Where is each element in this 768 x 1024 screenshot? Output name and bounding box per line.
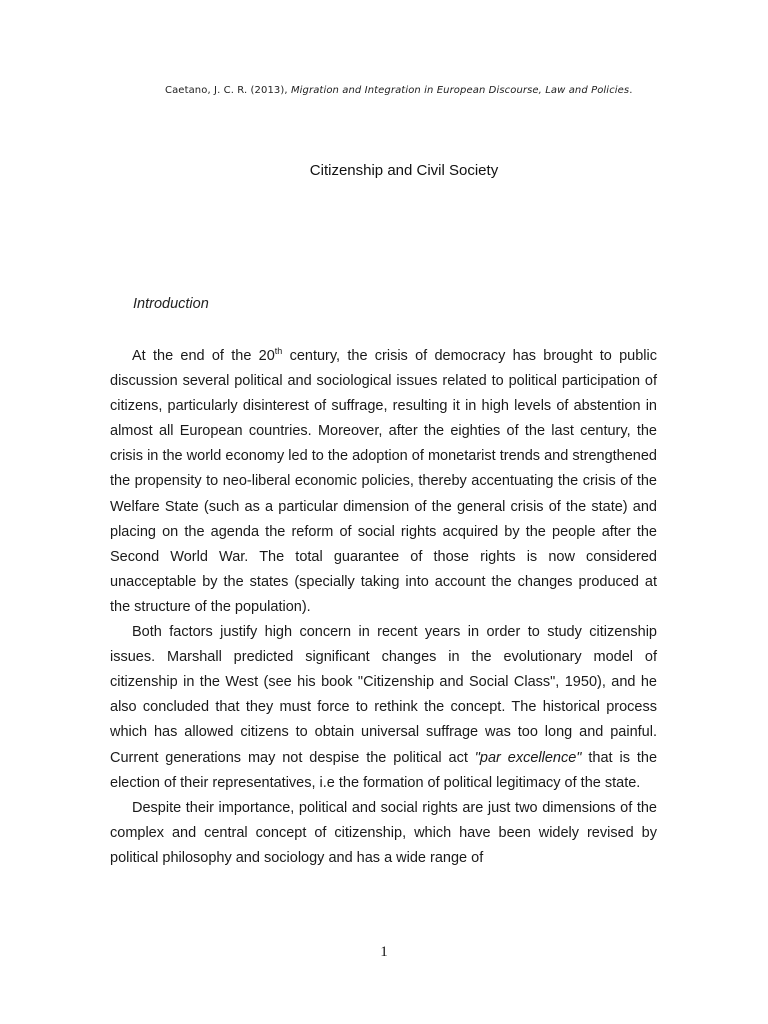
citation-work-title: Migration and Integration in European Discourse, Law and Policies [290,85,630,96]
ordinal-superscript: th [274,346,283,357]
italic-phrase: "par excellence" [474,749,582,766]
citation-end: . [629,85,633,96]
paragraph-2: Both factors justify high concern in recent years in order to study citizenship issues. Marshall predicted significant changes in the evolutionary model of citizenship in the West (see his book "Citizenship and Social Class", 1950), and he also concluded that they must force to rethink the concept. The historical process which has allowed citizens to obtain universal suffrage was too long and painful. Current generations may not despise the political act "par excellence" that is the election of their representatives, i.e the formation of political legitimacy of the state. [110,624,658,791]
paragraph-1: At the end of the 20th century, the crisis of democracy has brought to public discussion several political and sociological issues related to political participation of citizens, particularly disinterest of suffrage, resulting it in high levels of abstention in almost all European countries. Moreover, after the eighties of the last century, the crisis in the world economy led to the adoption of monetarist trends and strengthened the propensity to neo-liberal economic policies, thereby accentuating the crisis of the Welfare State (such as a particular dimension of the general crisis of the state) and placing on the agenda the reform of social rights acquired by the people after the Second World War. The total guarantee of those rights is now considered unacceptable by the states (specially taking into account the changes produced at the structure of the population). [110,346,657,615]
page-number: 1 [380,944,388,960]
citation-line [165,85,685,96]
body-text [110,344,657,871]
citation-authors: Caetano, J. C. R. (2013), [165,85,291,96]
paragraph-3: Despite their importance, political and social rights are just two dimensions of the complex and central concept of citizenship, which have been widely revised by political philosophy and sociology and has a wide range of [110,799,657,866]
document-title: Citizenship and Civil Society [309,162,499,179]
section-heading: Introduction [133,296,209,312]
